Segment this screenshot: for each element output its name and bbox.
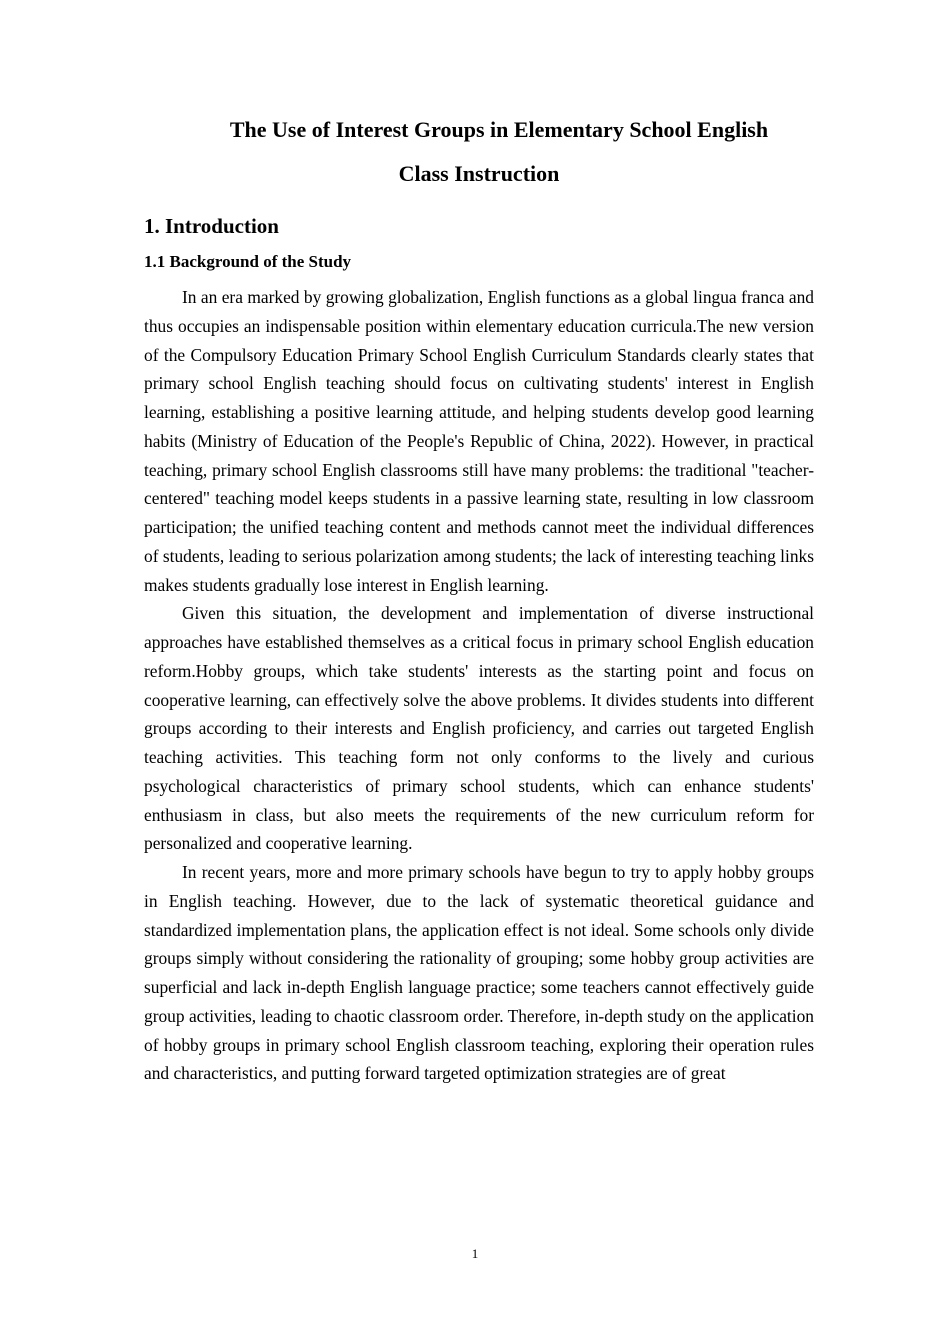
paragraph-1: In an era marked by growing globalization, English functions as a global lingua franca and thus occupies an indispensable position within elementary education curricula.The new version of the Compulsory Education Primary School English Curriculum Standards clearly states that primary school English teaching should focus on cultivating students' interest in English learning, establishing a positive learning attitude, and helping students develop good learning habits (Ministry of Education of the People's Republic of China, 2022). However, in practical teaching, primary school English classrooms still have many problems: the traditional "teacher-centered" teaching model keeps students in a passive learning state, resulting in low classroom participation; the unified teaching content and methods cannot meet the individual differences of students, leading to serious polarization among students; the lack of interesting teaching links makes students gradually lose interest in English learning. <box>144 287 814 595</box>
subsection-heading: 1.1 Background of the Study <box>144 252 352 271</box>
page-number: 1 <box>471 1246 479 1261</box>
section-heading: 1. Introduction <box>144 214 279 238</box>
document-title-line-2: Class Instruction <box>398 161 560 186</box>
paragraph-2: Given this situation, the development and implementation of diverse instructional approaches have established themselves as a critical focus in primary school English education reform.Hobby groups, which take students' interests as the starting point and focus on cooperative learning, can effectively solve the above problems. It divides students into different groups according to their interests and English proficiency, and carries out targeted English teaching activities. This teaching form not only conforms to the lively and curious psychological characteristics of primary school students, which can enhance students' enthusiasm in class, but also meets the requirements of the new curriculum reform for personalized and cooperative learning. <box>144 603 814 854</box>
paragraph-3: In recent years, more and more primary schools have begun to try to apply hobby groups in English teaching. However, due to the lack of systematic theoretical guidance and standardized implementation plans, the application effect is not ideal. Some schools only divide groups simply without considering the rationality of grouping; some hobby group activities are superficial and lack in-depth English language practice; some teachers cannot effectively guide group activities, leading to chaotic classroom order. Therefore, in-depth study on the application of hobby groups in primary school English classroom teaching, exploring their operation rules and characteristics, and putting forward targeted optimization strategies are of great <box>144 862 814 1084</box>
body-text <box>144 283 814 1088</box>
document-title-line-1: The Use of Interest Groups in Elementary School English <box>229 117 769 142</box>
